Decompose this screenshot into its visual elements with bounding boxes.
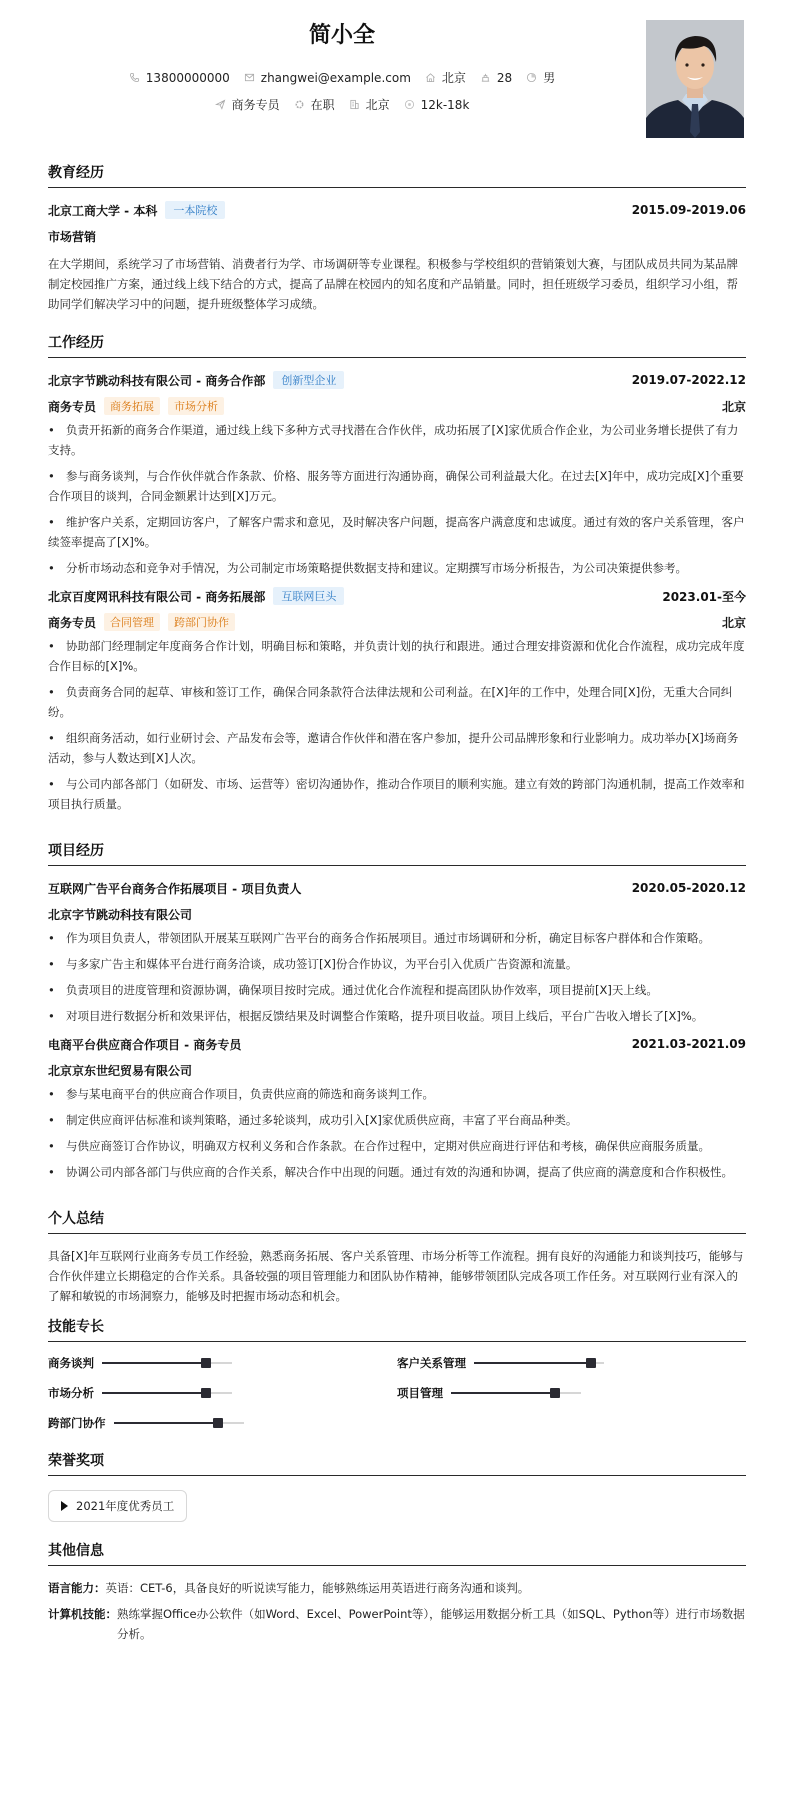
contact-city: 北京 <box>425 69 466 86</box>
project-name: 互联网广告平台商务合作拓展项目 - 项目负责人 <box>48 881 302 896</box>
work-bullets <box>48 636 746 814</box>
contact-phone: 13800000000 <box>129 71 230 85</box>
skill-slider <box>102 1362 232 1364</box>
gender-icon <box>526 72 537 83</box>
awards-title: 荣誉奖项 <box>48 1450 746 1476</box>
skill-tag: 合同管理 <box>104 613 160 631</box>
bullet-item: • 对项目进行数据分析和效果评估，根据反馈结果及时调整合作策略，提升项目收益。项目上线后，平台广告收入增长了[X]%。 <box>48 1009 704 1023</box>
school-name: 北京工商大学 - 本科 <box>48 203 158 218</box>
skill-item: 项目管理 <box>397 1384 746 1402</box>
bullet-item: • 与供应商签订合作协议，明确双方权利义务和合作条款。在合作过程中，定期对供应商进行评估和考核，确保供应商服务质量。 <box>48 1139 710 1153</box>
phone-icon <box>129 72 140 83</box>
resume-header <box>48 14 746 162</box>
contact-position: 商务专员 <box>215 96 280 113</box>
expand-triangle-icon <box>61 1501 68 1511</box>
slider-thumb <box>550 1388 560 1398</box>
skill-tag: 跨部门协作 <box>168 613 235 631</box>
project-entry <box>48 878 746 1026</box>
contact-salary: 12k-18k <box>404 98 470 112</box>
skill-slider <box>102 1392 232 1394</box>
mail-icon <box>244 72 255 83</box>
project-bullets <box>48 928 746 1026</box>
school-tag: 一本院校 <box>165 201 225 219</box>
company-tag: 创新型企业 <box>273 371 344 389</box>
other-title: 其他信息 <box>48 1540 746 1566</box>
bullet-item: • 分析市场动态和竞争对手情况，为公司制定市场策略提供数据支持和建议。定期撰写市场分析报告，为公司决策提供参考。 <box>48 561 687 575</box>
home-icon <box>425 72 436 83</box>
bullet-item: • 参与某电商平台的供应商合作项目，负责供应商的筛选和商务谈判工作。 <box>48 1087 434 1101</box>
work-date: 2023.01-至今 <box>662 589 746 604</box>
company-name: 北京百度网讯科技有限公司 - 商务拓展部 <box>48 589 266 604</box>
work-date: 2019.07-2022.12 <box>631 373 746 387</box>
project-date: 2020.05-2020.12 <box>631 881 746 895</box>
bullet-item: • 协助部门经理制定年度商务合作计划，明确目标和策略，并负责计划的执行和跟进。通过合理安排资源和优化合作流程，成功完成年度合作目标的[X]%。 <box>48 639 745 673</box>
work-section <box>48 332 746 814</box>
age-icon <box>480 72 491 83</box>
project-company: 北京字节跳动科技有限公司 <box>48 907 193 922</box>
bullet-item: • 协调公司内部各部门与供应商的合作关系，解决合作中出现的问题。通过有效的沟通和协调，提高了供应商的满意度和合作积极性。 <box>48 1165 733 1179</box>
building-icon <box>349 99 360 110</box>
awards-section <box>48 1450 746 1522</box>
skill-slider <box>474 1362 604 1364</box>
slider-thumb <box>213 1418 223 1428</box>
project-entry <box>48 1034 746 1182</box>
job-role: 商务专员 <box>48 615 97 630</box>
bullet-item: • 组织商务活动，如行业研讨会、产品发布会等，邀请合作伙伴和潜在客户参加，提升公司品牌形象和行业影响力。成功举办[X]场商务活动，参与人数达到[X]人次。 <box>48 731 739 765</box>
bullet-item: • 与公司内部各部门（如研发、市场、运营等）密切沟通协作，推动合作项目的顺利实施。建立有效的跨部门沟通机制，提高工作效率和项目执行质量。 <box>48 777 745 811</box>
work-bullets <box>48 420 746 578</box>
bullet-item: • 维护客户关系，定期回访客户，了解客户需求和意见，及时解决客户问题，提高客户满意度和忠诚度。通过有效的客户关系管理，客户续签率提高了[X]%。 <box>48 515 745 549</box>
education-date: 2015.09-2019.06 <box>631 203 746 217</box>
education-entry <box>48 200 746 314</box>
avatar-photo <box>646 20 744 138</box>
bullet-item: • 作为项目负责人，带领团队开展某互联网广告平台的商务合作拓展项目。通过市场调研和分析，确定目标客户群体和合作策略。 <box>48 931 710 945</box>
award-item[interactable]: 2021年度优秀员工 <box>48 1490 187 1522</box>
projects-title: 项目经历 <box>48 840 746 866</box>
project-name: 电商平台供应商合作项目 - 商务专员 <box>48 1037 242 1052</box>
skills-grid <box>48 1354 746 1432</box>
skill-slider <box>451 1392 581 1394</box>
bullet-item: • 负责商务合同的起草、审核和签订工作，确保合同条款符合法律法规和公司利益。在[X]年的工作中，处理合同[X]份，无重大合同纠纷。 <box>48 685 733 719</box>
contact-email: zhangwei@example.com <box>244 71 411 85</box>
contact-gender: 男 <box>526 69 555 86</box>
slider-thumb <box>586 1358 596 1368</box>
slider-thumb <box>201 1358 211 1368</box>
company-name: 北京字节跳动科技有限公司 - 商务合作部 <box>48 373 266 388</box>
education-description: 在大学期间，系统学习了市场营销、消费者行为学、市场调研等专业课程。积极参与学校组织的营销策划大赛，与团队成员共同为某品牌制定校园推广方案，通过线上线下结合的方式，提高了品牌在校园内的知名度和产品销量。同时，担任班级学习委员，组织学习小组，帮助同学们解决学习中的问题，提升班级整体学习成绩。 <box>48 257 738 311</box>
summary-title: 个人总结 <box>48 1208 746 1234</box>
major: 市场营销 <box>48 229 97 244</box>
bullet-item: • 与多家广告主和媒体平台进行商务洽谈，成功签订[X]份合作协议，为平台引入优质广告资源和流量。 <box>48 957 578 971</box>
work-entry <box>48 586 746 814</box>
company-tag: 互联网巨头 <box>273 587 344 605</box>
bullet-item: • 参与商务谈判，与合作伙伴就合作条款、价格、服务等方面进行沟通协商，确保公司利益最大化。在过去[X]年中，成功完成[X]个重要合作项目的谈判，合同金额累计达到[X]万元。 <box>48 469 744 503</box>
skills-section <box>48 1316 746 1432</box>
contact-row-2 <box>48 96 636 113</box>
skill-slider <box>114 1422 244 1424</box>
portrait-image <box>646 20 744 138</box>
job-role: 商务专员 <box>48 399 97 414</box>
project-bullets <box>48 1084 746 1182</box>
education-title: 教育经历 <box>48 162 746 188</box>
status-icon <box>294 99 305 110</box>
contact-row-1 <box>48 69 636 86</box>
contact-status: 在职 <box>294 96 335 113</box>
candidate-name: 简小全 <box>308 23 375 48</box>
skill-item: 客户关系管理 <box>397 1354 746 1372</box>
contact-work-city: 北京 <box>349 96 390 113</box>
language-info: 语言能力： 英语：CET-6，具备良好的听说读写能力，能够熟练运用英语进行商务沟通和谈判。 <box>48 1581 530 1595</box>
skill-item: 商务谈判 <box>48 1354 397 1372</box>
summary-section <box>48 1208 746 1306</box>
send-icon <box>215 99 226 110</box>
summary-text: 具备[X]年互联网行业商务专员工作经验，熟悉商务拓展、客户关系管理、市场分析等工作流程。拥有良好的沟通能力和谈判技巧，能够与合作伙伴建立长期稳定的合作关系。具备较强的项目管理能力和团队协作精神，能够带领团队完成各项工作任务。对互联网行业有深入的了解和敏锐的市场洞察力，能够及时把握市场动态和机会。 <box>48 1249 744 1303</box>
salary-icon <box>404 99 415 110</box>
project-date: 2021.03-2021.09 <box>631 1037 746 1051</box>
bullet-item: • 负责开拓新的商务合作渠道，通过线上线下多种方式寻找潜在合作伙伴，成功拓展了[X]家优质合作企业，为公司业务增长提供了有力支持。 <box>48 423 739 457</box>
computer-skills-info: 计算机技能： 熟练掌握Office办公软件（如Word、Excel、PowerPoint等），能够运用数据分析工具（如SQL、Python等）进行市场数据分析。 <box>48 1607 745 1641</box>
skill-item: 市场分析 <box>48 1384 397 1402</box>
slider-thumb <box>201 1388 211 1398</box>
work-entry <box>48 370 746 578</box>
project-company: 北京京东世纪贸易有限公司 <box>48 1063 193 1078</box>
skill-tag: 商务拓展 <box>104 397 160 415</box>
work-title: 工作经历 <box>48 332 746 358</box>
other-section <box>48 1540 746 1644</box>
bullet-item: • 负责项目的进度管理和资源协调，确保项目按时完成。通过优化合作流程和提高团队协作效率，项目提前[X]天上线。 <box>48 983 658 997</box>
skill-tag: 市场分析 <box>168 397 224 415</box>
projects-section <box>48 840 746 1182</box>
skills-title: 技能专长 <box>48 1316 746 1342</box>
work-location: 北京 <box>721 399 746 414</box>
skill-item: 跨部门协作 <box>48 1414 397 1432</box>
bullet-item: • 制定供应商评估标准和谈判策略，通过多轮谈判，成功引入[X]家优质供应商，丰富了平台商品种类。 <box>48 1113 578 1127</box>
work-location: 北京 <box>721 615 746 630</box>
education-section <box>48 162 746 314</box>
contact-age: 28 <box>480 71 512 85</box>
